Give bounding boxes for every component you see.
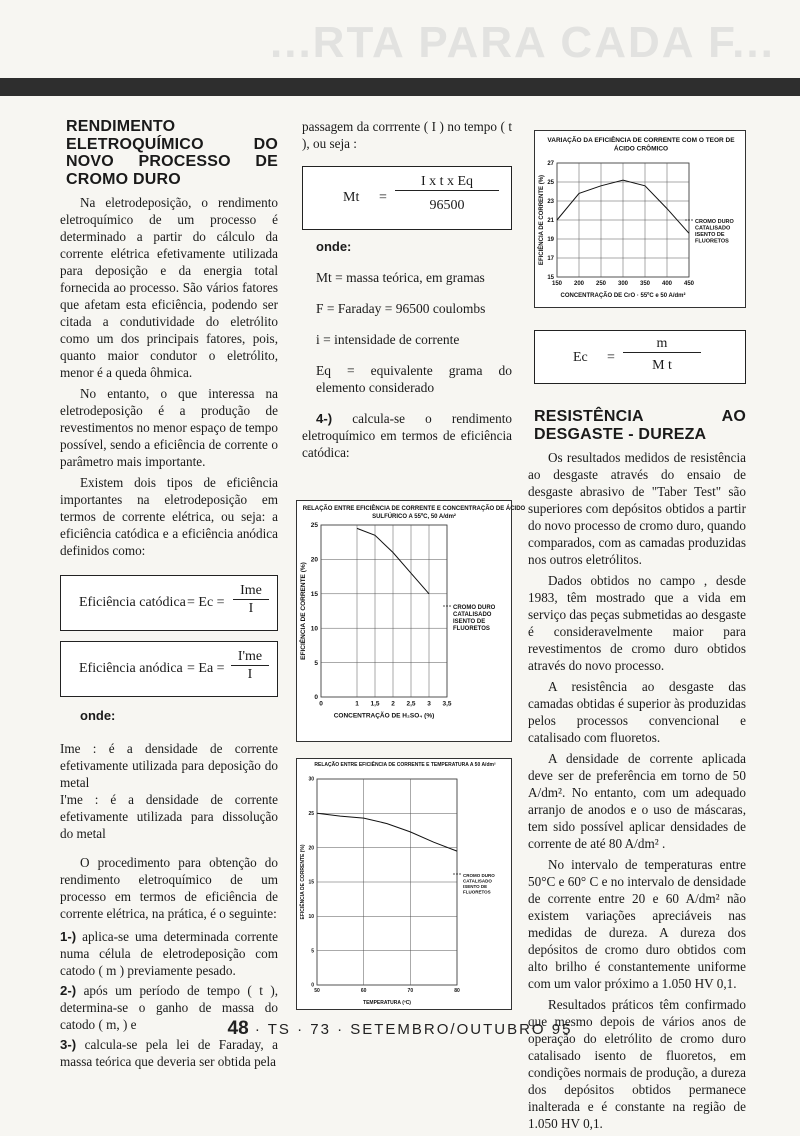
formula-eq: = xyxy=(607,350,615,365)
x-tick-label: 350 xyxy=(639,281,651,287)
y-tick-label: 10 xyxy=(310,625,318,633)
paragraph: No entanto, o que interessa na eletrodeposição é a produção de revestimentos no menor espaço de tempo possível, sendo a eficiência de corrente o parâmetro mais importante. xyxy=(60,386,278,469)
x-tick-label: 70 xyxy=(407,988,414,994)
y-tick-label: 15 xyxy=(310,590,318,598)
legend-entry: CATALISADO xyxy=(453,612,492,618)
paragraph: A resistência ao desgaste das camadas obtidas é superior às produzidas pelos processos convencional e catalisado com fluoretos. xyxy=(528,679,746,745)
y-tick-label: 15 xyxy=(308,879,314,886)
chart-svg xyxy=(297,501,526,741)
y-tick-label: 0 xyxy=(314,694,318,702)
legend-entry: CATALISADO xyxy=(695,225,731,232)
section-title-resistencia: RESISTÊNCIA AO DESGASTE - DUREZA xyxy=(534,408,746,443)
y-tick-label: 15 xyxy=(547,275,554,281)
x-tick-label: 3,5 xyxy=(442,700,452,708)
step-number: 4-) xyxy=(316,411,333,426)
y-axis-label: EFICIÊNCIA DE CORRENTE (%) xyxy=(300,844,306,920)
legend-entry: ISENTO DE xyxy=(695,232,725,238)
paragraph: passagem da corrrente ( I ) no tempo ( t ), ou seja : xyxy=(302,119,512,151)
numerator: I'me xyxy=(237,649,263,664)
paragraph: Dados obtidos no campo , desde 1983, têm mostrado que a vida em serviço das peças submetidas ao desgaste é consideravelmente maior para revestimentos de cromo duro obtidos através do novo processo. xyxy=(528,573,746,673)
x-tick-label: 300 xyxy=(617,281,629,287)
denominator: M t xyxy=(623,352,701,374)
paragraph: Na eletrodeposição, o rendimento eletroquímico de um processo é determinado a partir do cálculo da corrente elétrica efetivamente utilizada para deposição e da energia total fornecida ao processo. São vários fatores que afetam esta eficiência, podendo ser citada a condutividade do eletrólito como um dos principais fatores, pois, quanto maior condutor o eletrólito, menor é a queda ôhmica. xyxy=(60,195,278,380)
column-1 xyxy=(60,118,278,1073)
formula-eq: = Ea = xyxy=(187,661,225,676)
page-footer xyxy=(0,1018,800,1040)
page-number: 48 xyxy=(227,1018,249,1039)
x-tick-label: 80 xyxy=(454,988,460,994)
chart-title: VARIAÇÃO DA EFICIÊNCIA DE CORRENTE COM O TEOR DE xyxy=(547,137,735,144)
step-1 xyxy=(60,928,278,979)
chart-title: RELAÇÃO ENTRE EFICIÊNCIA DE CORRENTE E TEMPERATURA A 50 A/dm² xyxy=(314,762,496,768)
x-tick-label: 0 xyxy=(319,700,323,708)
step-text: calcula-se o rendimento eletroquímico em termos de eficiência catódica: xyxy=(302,411,512,460)
section-title-rendimento: RENDIMENTO ELETROQUÍMICO DO NOVO PROCESSO DE CROMO DURO xyxy=(66,118,278,188)
formula-label: Eficiência catódica xyxy=(79,595,186,610)
y-tick-label: 10 xyxy=(308,914,314,920)
step-4 xyxy=(302,410,512,461)
numerator: Ime xyxy=(240,583,262,598)
x-tick-label: 1,5 xyxy=(370,700,380,708)
step-number: 1-) xyxy=(60,929,77,944)
paragraph: Existem dois tipos de eficiência importantes na eletrodeposição em termos de corrente elétrica, ou seja: a eficiência catódica e a eficiência anódica definidos como: xyxy=(60,475,278,558)
formula-lhs: Ec xyxy=(573,350,588,365)
y-tick-label: 25 xyxy=(547,180,554,186)
definition-item: i = intensidade de corrente xyxy=(316,332,460,347)
formula-eq: = xyxy=(379,190,387,205)
x-tick-label: 400 xyxy=(661,281,673,287)
x-axis-label: CONCENTRAÇÃO DE CrO · 55ºC e 50 A/dm² xyxy=(560,293,686,299)
chart-efficiency-vs-temperature xyxy=(296,758,512,1010)
chart-title: ÁCIDO CRÔMICO xyxy=(613,145,669,153)
paragraph: Resultados práticos têm confirmado que mesmo depois de vários anos de operação do eletrólito de cromo duro catalisado isento de fluoretos, em condições normais de produção, a dureza dos depósitos obtidos permanece inalterada e é constante na região de 1.050 HV 0,1. xyxy=(528,997,746,1131)
definition-i-me: I'me : é a densidade de corrente efetivamente utilizada para dissolução do metal xyxy=(60,792,278,841)
x-tick-label: 450 xyxy=(683,281,695,287)
x-tick-label: 2 xyxy=(391,700,395,708)
formula-label: Eficiência anódica xyxy=(79,661,183,676)
y-tick-label: 21 xyxy=(547,218,554,224)
legend-entry: CROMO DURO xyxy=(463,873,495,878)
y-tick-label: 23 xyxy=(547,199,554,205)
definition-item: Mt = massa teórica, em gramas xyxy=(316,270,485,285)
y-tick-label: 5 xyxy=(311,948,314,955)
top-dark-bar xyxy=(0,78,800,96)
x-tick-label: 50 xyxy=(314,988,320,994)
legend-entry: FLUORETOS xyxy=(695,238,729,245)
y-tick-label: 5 xyxy=(314,659,318,667)
y-tick-label: 20 xyxy=(308,845,314,852)
y-tick-label: 25 xyxy=(308,811,314,817)
y-tick-label: 19 xyxy=(547,237,554,243)
step-text: após um período de tempo ( t ), determina-se o ganho de massa do catodo ( m, ) e xyxy=(60,983,279,1032)
formula-eq: = Ec = xyxy=(187,595,225,610)
step-text: aplica-se uma determinada corrente numa célula de eletrodeposição com catodo ( m ) previamente pesado. xyxy=(60,929,278,978)
plot-frame xyxy=(321,525,447,697)
onde-label: onde: xyxy=(316,239,352,254)
formula-lhs: Mt xyxy=(343,190,360,205)
x-axis-label: CONCENTRAÇÃO DE H₂SO₄ (%) xyxy=(333,712,435,720)
chart-svg xyxy=(297,759,511,1009)
chart-efficiency-vs-sulfuric xyxy=(296,500,526,742)
fraction xyxy=(395,173,499,214)
y-tick-label: 17 xyxy=(547,256,554,262)
ghost-header-title: ...RTA PARA CADA F... xyxy=(270,18,775,67)
column-3 xyxy=(528,330,746,1136)
x-tick-label: 2,5 xyxy=(406,700,416,708)
definition-ime: Ime : é a densidade de corrente efetivamente utilizada para deposição do metal xyxy=(60,741,278,790)
legend-entry: CROMO DURO xyxy=(453,605,496,611)
x-axis-label: TEMPERATURA (ºC) xyxy=(363,1000,411,1006)
y-tick-label: 27 xyxy=(547,161,554,167)
footer-issue: · TS · 73 · SETEMBRO/OUTUBRO 95 xyxy=(254,1021,573,1038)
y-tick-label: 25 xyxy=(310,522,318,530)
x-tick-label: 150 xyxy=(551,281,563,287)
legend-entry: CROMO DURO xyxy=(695,219,734,225)
x-tick-label: 250 xyxy=(595,281,607,287)
numerator: I x t x Eq xyxy=(420,174,474,189)
formula-cathodic-efficiency xyxy=(60,575,278,631)
chart-title: SULFÚRICO A 55ºC, 50 A/dm² xyxy=(372,514,456,520)
x-tick-label: 60 xyxy=(360,988,367,994)
fraction xyxy=(623,335,701,374)
definition-item: Eq = equivalente grama do elemento considerado xyxy=(316,363,512,395)
y-tick-label: 30 xyxy=(308,776,314,783)
denominator: I xyxy=(231,665,269,683)
y-tick-label: 0 xyxy=(311,982,314,989)
y-axis-label: EFICIÊNCIA DE CORRENTE (%) xyxy=(300,562,307,660)
definition-item: F = Faraday = 96500 coulombs xyxy=(316,301,486,316)
chart-title: RELAÇÃO ENTRE EFICIÊNCIA DE CORRENTE E CONCENTRAÇÃO DE ÁCIDO xyxy=(302,506,526,512)
column-2 xyxy=(302,118,512,465)
legend-entry: CATALISADO xyxy=(463,878,492,884)
chart-svg xyxy=(535,131,745,307)
numerator: m xyxy=(656,336,668,351)
legend-entry: ISENTO DE xyxy=(453,619,486,625)
paragraph: O procedimento para obtenção do rendimento eletroquímico de um processo em termos de eficiência de corrente elétrica, na prática, é o seguinte: xyxy=(60,855,278,921)
formula-ec xyxy=(534,330,746,384)
step-3 xyxy=(60,1036,278,1070)
definition-list xyxy=(302,269,512,396)
step-text: calcula-se pela lei de Faraday, a massa teórica que deveria ser obtida pela xyxy=(60,1037,278,1069)
y-axis-label: EFICIÊNCIA DE CORRENTE (%) xyxy=(539,174,545,266)
step-number: 3-) xyxy=(60,1037,77,1052)
fraction xyxy=(233,582,269,617)
fraction xyxy=(231,648,269,683)
step-number: 2-) xyxy=(60,983,77,998)
chart-efficiency-vs-chromic-acid xyxy=(534,130,746,308)
denominator: I xyxy=(233,599,269,617)
x-tick-label: 3 xyxy=(427,700,431,708)
legend-entry: FLUORETOS xyxy=(463,889,491,895)
paragraph: A densidade de corrente aplicada deve ser de preferência em torno de 50 A/dm². No entanto, com um adequado arranjo de anodos e o uso de máscaras, tem sido possível aplicar densidades de corrente de até 80 A/dm² . xyxy=(528,751,746,851)
paragraph: Os resultados medidos de resistência ao desgaste através do ensaio de desgaste abrasivo de "Taber Test" são superiores com depósitos obtidos a partir do novo processo de cromo duro, quando comparados, com as camadas produzidas nos outros eletrólitos. xyxy=(528,450,746,567)
formula-anodic-efficiency xyxy=(60,641,278,697)
paragraph: No intervalo de temperaturas entre 50°C e 60° C e no intervalo de densidade de corrente entre 20 e 60 A/dm² não existem variações apreciáveis nas medidas de dureza. A dureza dos depósitos de cromo duro obtidos com alto brilho é constantemente uniforme com um valor próximo a 1.050 HV 0,1. xyxy=(528,857,746,991)
formula-theoretical-mass xyxy=(302,166,512,230)
legend-entry: ISENTO DE xyxy=(463,884,488,889)
denominator: 96500 xyxy=(395,190,499,214)
series-line xyxy=(317,813,457,851)
x-tick-label: 1 xyxy=(355,700,359,708)
legend-entry: FLUORETOS xyxy=(453,626,490,632)
y-tick-label: 20 xyxy=(310,556,318,564)
onde-label: onde: xyxy=(80,708,116,723)
x-tick-label: 200 xyxy=(573,281,585,287)
